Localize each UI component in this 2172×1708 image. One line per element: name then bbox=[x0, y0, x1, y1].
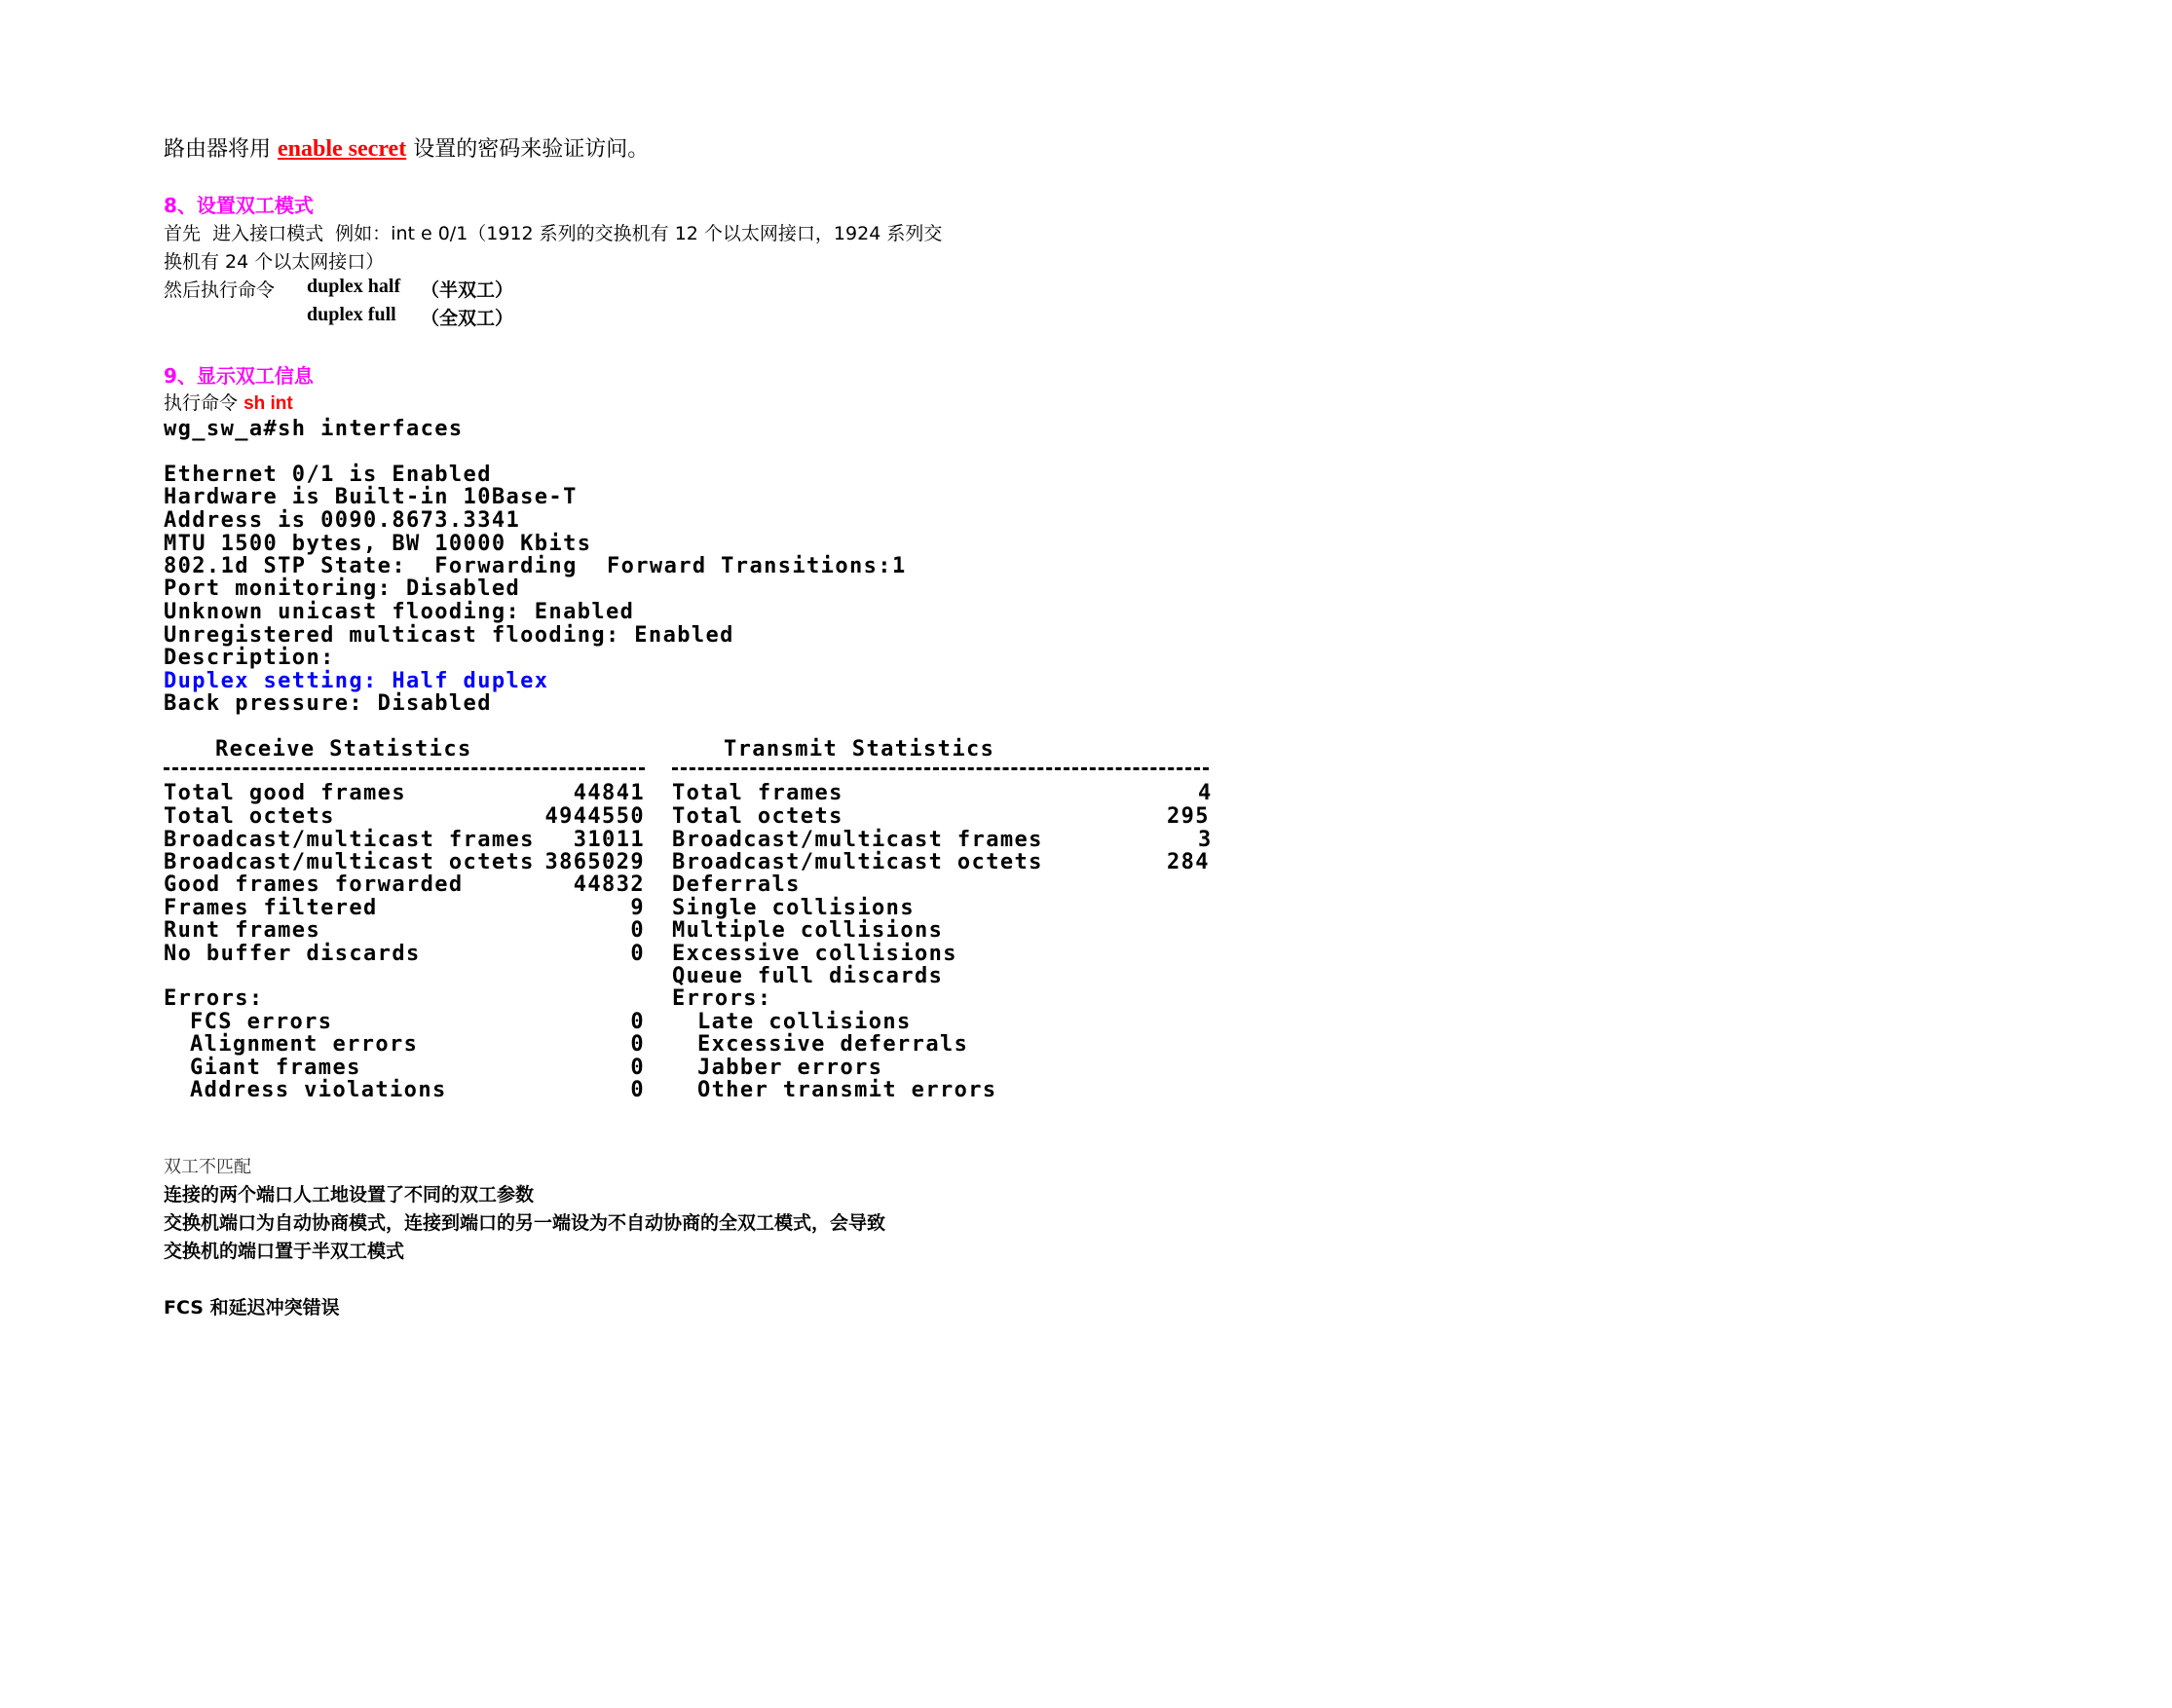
enable-secret-keyword: enable secret bbox=[278, 136, 407, 162]
receive-separator bbox=[164, 767, 645, 770]
receive-row-label: No buffer discards bbox=[164, 942, 421, 966]
transmit-error-label: Excessive deferrals bbox=[697, 1032, 969, 1057]
cmd-duplex-full: duplex full bbox=[307, 304, 396, 325]
receive-row-label: Frames filtered bbox=[164, 896, 378, 920]
receive-error-value: 0 bbox=[630, 1032, 645, 1057]
duplex-setting-line: Duplex setting: Half duplex bbox=[164, 669, 549, 693]
transmit-row-label: Total frames bbox=[672, 781, 843, 805]
receive-row-value: 0 bbox=[630, 918, 645, 943]
terminal-line: Hardware is Built-in 10Base-T bbox=[164, 485, 578, 509]
transmit-row-label: Queue full discards bbox=[672, 964, 944, 988]
cmd-label: 然后执行命令 bbox=[164, 279, 276, 301]
receive-row-label: Total good frames bbox=[164, 781, 406, 805]
terminal-prompt: wg_sw_a#sh interfaces bbox=[164, 417, 464, 441]
transmit-row-value-clipped: 3 bbox=[1198, 828, 1213, 852]
receive-errors-label: Errors: bbox=[164, 986, 264, 1011]
mismatch-heading: 双工不匹配 bbox=[164, 1157, 251, 1177]
transmit-error-label: Jabber errors bbox=[697, 1056, 883, 1080]
receive-statistics-title: Receive Statistics bbox=[215, 737, 472, 761]
forward-transitions-label: Forward Transitions: bbox=[607, 554, 892, 578]
terminal-line: Port monitoring: Disabled bbox=[164, 576, 521, 601]
transmit-errors-label: Errors: bbox=[672, 986, 772, 1011]
receive-error-value: 0 bbox=[630, 1078, 645, 1102]
receive-row-value: 9 bbox=[630, 896, 645, 920]
terminal-line: Unknown unicast flooding: Enabled bbox=[164, 600, 635, 624]
exec-command: sh int bbox=[243, 393, 293, 414]
terminal-line: MTU 1500 bytes, BW 10000 Kbits bbox=[164, 532, 592, 556]
transmit-row-value-clipped: 284 bbox=[1167, 850, 1210, 874]
receive-row-value: 44832 bbox=[573, 873, 645, 897]
receive-row-label: Runt frames bbox=[164, 918, 321, 943]
receive-error-value: 0 bbox=[630, 1056, 645, 1080]
receive-error-label: Giant frames bbox=[190, 1056, 361, 1080]
transmit-row-value-clipped: 295 bbox=[1167, 804, 1210, 829]
mismatch-line-2: 交换机端口为自动协商模式，连接到端口的另一端设为不自动协商的全双工模式，会导致 bbox=[164, 1212, 886, 1234]
receive-row-value: 31011 bbox=[573, 828, 645, 852]
terminal-line: Unregistered multicast flooding: Enabled bbox=[164, 623, 734, 648]
intro-after: 设置的密码来验证访问。 bbox=[406, 137, 650, 162]
transmit-row-label: Broadcast/multicast frames bbox=[672, 828, 1043, 852]
transmit-row-label: Total octets bbox=[672, 804, 843, 829]
terminal-line: Ethernet 0/1 is Enabled bbox=[164, 463, 492, 487]
transmit-row-label: Deferrals bbox=[672, 873, 801, 897]
forward-transitions-value: 1 bbox=[892, 554, 907, 578]
intro-before: 路由器将用 bbox=[164, 137, 272, 162]
section-8-heading: 8、设置双工模式 bbox=[164, 194, 314, 217]
intro-line bbox=[164, 132, 649, 163]
fcs-heading: FCS 和延迟冲突错误 bbox=[164, 1297, 340, 1318]
transmit-separator bbox=[672, 767, 1209, 770]
transmit-row-label: Multiple collisions bbox=[672, 918, 944, 943]
transmit-statistics-title: Transmit Statistics bbox=[724, 737, 995, 761]
receive-row-value: 3865029 bbox=[544, 850, 645, 874]
receive-row-value: 4944550 bbox=[544, 804, 645, 829]
receive-error-label: Alignment errors bbox=[190, 1032, 419, 1057]
exec-label: 执行命令 bbox=[164, 392, 239, 414]
terminal-line: Description: bbox=[164, 646, 335, 670]
terminal-line: Address is 0090.8673.3341 bbox=[164, 508, 521, 533]
receive-row-label: Total octets bbox=[164, 804, 335, 829]
receive-row-label: Broadcast/multicast octets bbox=[164, 850, 535, 874]
transmit-row-value-clipped: 4 bbox=[1198, 781, 1213, 805]
receive-error-label: Address violations bbox=[190, 1078, 447, 1102]
receive-row-label: Broadcast/multicast frames bbox=[164, 828, 535, 852]
cmd-duplex-full-note: （全双工） bbox=[421, 308, 514, 329]
mismatch-line-1: 连接的两个端口人工地设置了不同的双工参数 bbox=[164, 1184, 535, 1206]
receive-row-value: 0 bbox=[630, 942, 645, 966]
transmit-error-label: Late collisions bbox=[697, 1010, 912, 1034]
mismatch-line-3: 交换机的端口置于半双工模式 bbox=[164, 1241, 405, 1262]
transmit-row-label: Excessive collisions bbox=[672, 942, 957, 966]
receive-row-value: 44841 bbox=[573, 781, 645, 805]
terminal-line: Back pressure: Disabled bbox=[164, 691, 492, 716]
section-8-line-1: 首先 进入接口模式 例如：int e 0/1（1912 系列的交换机有 12 个以太网接口，1924 系列交 bbox=[164, 223, 943, 244]
exec-line bbox=[164, 389, 293, 415]
section-9-heading: 9、显示双工信息 bbox=[164, 364, 314, 388]
cmd-duplex-half: duplex half bbox=[307, 276, 401, 297]
terminal-line: 802.1d STP State: Forwarding bbox=[164, 554, 578, 578]
receive-error-value: 0 bbox=[630, 1010, 645, 1034]
receive-row-label: Good frames forwarded bbox=[164, 873, 464, 897]
receive-error-label: FCS errors bbox=[190, 1010, 333, 1034]
section-8-line-2: 换机有 24 个以太网接口） bbox=[164, 251, 385, 273]
transmit-row-label: Broadcast/multicast octets bbox=[672, 850, 1043, 874]
transmit-error-label: Other transmit errors bbox=[697, 1078, 997, 1102]
cmd-duplex-half-note: （半双工） bbox=[421, 279, 514, 301]
transmit-row-label: Single collisions bbox=[672, 896, 915, 920]
